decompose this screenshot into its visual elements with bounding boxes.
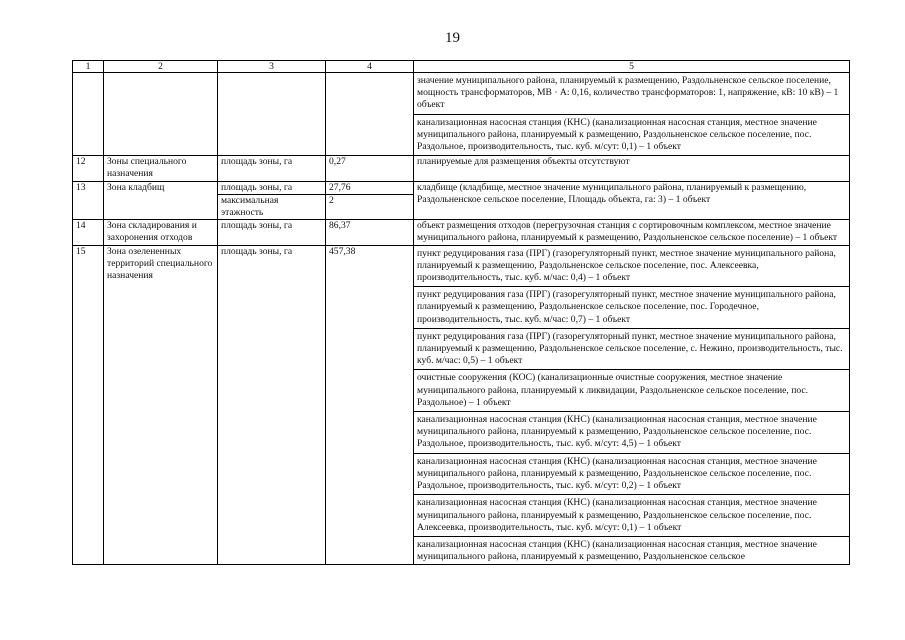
row-number: 13: [73, 181, 104, 220]
object-entry: канализационная насосная станция (КНС) (канализационная насосная станция, местное значение муниципального района, планируемый к размещению, Раздольненское сельское поселение, пос. Раздольное, производительность, тыс. куб. м/сут: 0,2) – 1 объект: [414, 453, 849, 495]
page-number: 19: [445, 30, 460, 46]
table-row-14: [73, 220, 850, 245]
object-entry: планируемые для размещения объекты отсутствуют: [414, 156, 850, 181]
object-entry: канализационная насосная станция (КНС) (канализационная насосная станция, местное значение муниципального района, планируемый к размещению, Раздольненское сельское: [414, 536, 849, 564]
parameter-value: 27,76: [326, 181, 414, 194]
table-header-row: [73, 61, 850, 73]
column-header: 5: [414, 61, 850, 73]
zone-name: Зона озелененных территорий специального назначения: [104, 245, 218, 564]
parameter-value: 86,37: [326, 220, 414, 245]
object-entry: пункт редуцирования газа (ПРГ) (газорегуляторный пункт, местное значение муниципального района, планируемый к размещению, Раздольненское сельское поселение, с. Нежино, производительность, тыс. куб. м/час: 0,5) – 1 объект: [414, 328, 849, 370]
column-header: 4: [326, 61, 414, 73]
zone-name: Зона кладбищ: [104, 181, 218, 220]
object-entry: очистные сооружения (КОС) (канализационные очистные сооружения, местное значение муниципального района, планируемый к ликвидации, Раздольненское сельское поселение, пос. Раздольное) – 1 объект: [414, 369, 849, 411]
parameter-name: площадь зоны, га: [218, 245, 326, 564]
parameter-value: 2: [326, 194, 414, 219]
object-entry: объект размещения отходов (перегрузочная станция с сортировочным комплексом, местное значение муниципального района, планируемый к размещению, Раздольненское сельское поселение) – 1 объект: [414, 220, 850, 245]
zone-name: Зона складирования и захоронения отходов: [104, 220, 218, 245]
parameter-name: площадь зоны, га: [218, 220, 326, 245]
parameter-value: 0,27: [326, 156, 414, 181]
object-entry: пункт редуцирования газа (ПРГ) (газорегуляторный пункт, местное значение муниципального района, планируемый к размещению, Раздольненское сельское поселение, пос. Городечное, производительность, тыс. куб. м/час: 0,7) – 1 объект: [414, 286, 849, 328]
parameter-name: максимальная этажность: [218, 194, 326, 219]
object-entry: значение муниципального района, планируемый к размещению, Раздольненское сельское поселение, мощность трансформаторов, МВ · А: 0,16, количество трансформаторов: 1, напряжение, кВ: 10 кВ) – 1 объект: [417, 75, 839, 111]
object-entry: пункт редуцирования газа (ПРГ) (газорегуляторный пункт, местное значение муниципального района, планируемый к размещению, Раздольненское сельское поселение, пос. Алексеевка, производительность, тыс. куб. м/час: 0,4) – 1 объект: [417, 247, 836, 284]
table-row-13: [73, 181, 850, 194]
column-header: 3: [218, 61, 326, 73]
zones-table: [72, 60, 850, 565]
table-row-15: [73, 245, 850, 564]
table-row-continuation: [73, 73, 850, 156]
row-number: 14: [73, 220, 104, 245]
object-entry: канализационная насосная станция (КНС) (канализационная насосная станция, местное значение муниципального района, планируемый к размещению, Раздольненское сельское поселение, пос. Раздольное, производительность, тыс. куб. м/сут: 4,5) – 1 объект: [414, 411, 849, 453]
zone-name: Зоны специального назначения: [104, 156, 218, 181]
object-entry: кладбище (кладбище, местное значение муниципального района, планируемый к размещению, Раздольненское сельское поселение, Площадь объекта, га: 3) – 1 объект: [414, 181, 850, 220]
parameter-name: площадь зоны, га: [218, 181, 326, 194]
object-entry: канализационная насосная станция (КНС) (канализационная насосная станция, местное значение муниципального района, планируемый к размещению, Раздольненское сельское поселение, пос. Алексеевка, производительность, тыс. куб. м/сут: 0,1) – 1 объект: [414, 494, 849, 536]
row-number: 12: [73, 156, 104, 181]
column-header: 1: [73, 61, 104, 73]
column-header: 2: [104, 61, 218, 73]
row-number: 15: [73, 245, 104, 564]
object-entry: канализационная насосная станция (КНС) (канализационная насосная станция, местное значение муниципального района, планируемый к размещению, Раздольненское сельское поселение, пос. Раздольное, производительность, тыс. куб. м/сут: 0,1) – 1 объект: [414, 114, 849, 156]
parameter-value: 457,38: [326, 245, 414, 564]
table-row-12: [73, 156, 850, 181]
parameter-name: площадь зоны, га: [218, 156, 326, 181]
